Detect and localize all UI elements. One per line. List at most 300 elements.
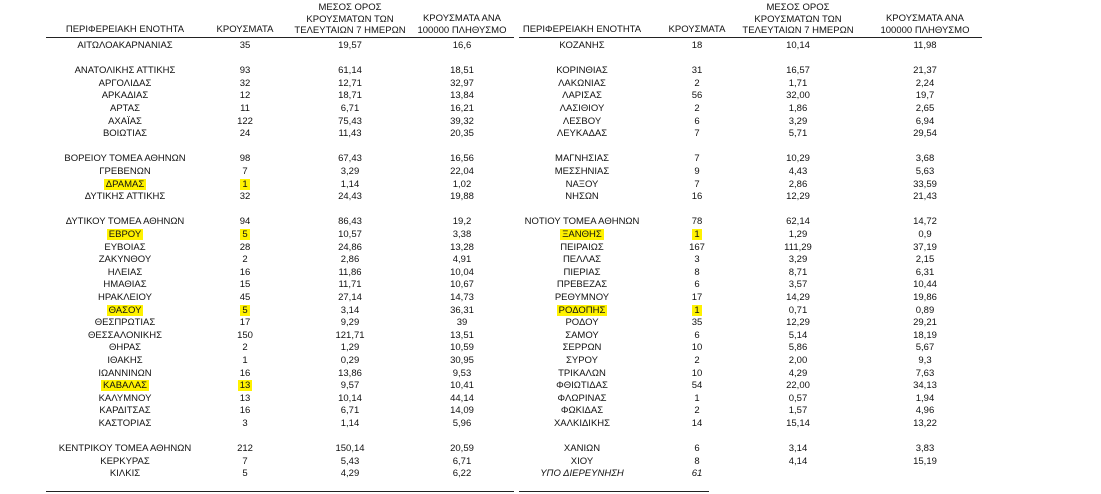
cell-per100k: [865, 179, 985, 190]
cell-cases: [662, 229, 732, 240]
cell-per100k: [865, 254, 985, 265]
cell-per100k-text: 19,7: [915, 90, 935, 102]
cell-name: [497, 153, 667, 164]
cell-avg: [733, 153, 863, 164]
cell-avg-text: 3,14: [788, 443, 808, 455]
cell-name-text: ΚΑΡΔΙΤΣΑΣ: [99, 405, 151, 417]
cell-avg-text: 3,29: [340, 166, 360, 177]
cell-per100k-text: 21,37: [913, 65, 937, 77]
cell-cases-text: 16: [239, 367, 251, 379]
cell-cases-text: 6: [694, 279, 700, 291]
cell-cases-text: 16: [239, 405, 251, 417]
cell-avg-text: 1,29: [340, 342, 360, 354]
table-row: [0, 355, 1101, 366]
cell-per100k-text: 20,35: [450, 128, 474, 140]
cell-cases-text: 31: [691, 65, 703, 77]
cell-name-text: ΚΕΝΤΡΙΚΟΥ ΤΟΜΕΑ ΑΘΗΝΩΝ: [58, 443, 192, 455]
cell-cases-text: 35: [239, 40, 251, 51]
cell-cases-text: 1: [242, 178, 248, 190]
cell-avg-text: 1,14: [340, 418, 360, 429]
cell-name: [497, 418, 667, 429]
cell-avg: [733, 393, 863, 404]
cell-avg: [733, 330, 863, 341]
cell-per100k-text: 22,04: [450, 166, 474, 177]
cell-per100k-text: 6,31: [915, 266, 935, 278]
cell-per100k-text: 0,89: [915, 304, 935, 316]
cell-avg: [733, 305, 863, 316]
cell-name-text: ΑΡΚΑΔΙΑΣ: [101, 90, 149, 102]
cell-cases-text: 1: [694, 392, 700, 404]
cell-avg-text: 3,29: [788, 115, 808, 127]
cell-name: [497, 368, 667, 379]
cell-name-text: ΖΑΚΥΝΘΟΥ: [98, 254, 152, 266]
cell-cases-text: 15: [239, 279, 251, 291]
cell-avg-text: 15,14: [786, 418, 810, 429]
cell-avg: [733, 229, 863, 240]
cell-name-text: ΣΑΜΟΥ: [565, 329, 599, 341]
cell-per100k: [865, 292, 985, 303]
cell-name-text: ΘΕΣΠΡΩΤΙΑΣ: [94, 317, 156, 329]
cell-per100k: [865, 368, 985, 379]
cell-cases-text: 2: [694, 77, 700, 89]
cell-cases-text: 98: [239, 153, 251, 165]
cell-avg-text: 12,29: [786, 317, 810, 329]
header-avg-line2: ΚΡΟΥΣΜΑΤΩΝ ΤΩΝ: [754, 13, 842, 25]
cell-name: [497, 342, 667, 353]
cell-avg-text: 121,71: [335, 329, 365, 341]
cell-avg-text: 24,43: [338, 191, 362, 203]
cell-per100k-text: 21,43: [913, 191, 937, 203]
cell-per100k-text: 10,59: [450, 342, 474, 354]
cell-per100k-text: 5,63: [915, 166, 935, 177]
header-underline-right: [519, 37, 982, 38]
cell-avg-text: 12,71: [338, 77, 362, 89]
cell-cases-text: 10: [691, 342, 703, 354]
cell-per100k-text: 34,13: [913, 380, 937, 392]
cell-name-text: ΠΕΙΡΑΙΩΣ: [560, 241, 604, 253]
cell-avg-text: 6,71: [340, 103, 360, 114]
cell-name-text: ΝΑΞΟΥ: [565, 178, 599, 190]
cell-cases: [662, 242, 732, 253]
table-row: [0, 153, 1101, 164]
footer-line-right: [519, 491, 709, 492]
cell-avg-text: 1,71: [788, 77, 808, 89]
cell-name-text: ΚΑΣΤΟΡΙΑΣ: [98, 418, 152, 429]
cell-avg: [733, 78, 863, 89]
cell-cases-text: 2: [242, 254, 248, 266]
cell-cases: [662, 116, 732, 127]
table-row: [0, 65, 1101, 76]
cell-name-text: ΛΑΣΙΘΙΟΥ: [559, 103, 605, 114]
cell-cases: [662, 78, 732, 89]
cell-cases-text: 8: [694, 266, 700, 278]
cell-per100k-text: 18,51: [450, 65, 474, 77]
cell-cases: [662, 40, 732, 51]
header-per100k-line1: ΚΡΟΥΣΜΑΤΑ ΑΝΑ: [422, 13, 502, 24]
header-region-right: ΠΕΡΙΦΕΡΕΙΑΚΗ ΕΝΟΤΗΤΑ: [522, 24, 642, 35]
cell-avg-text: 0,29: [340, 355, 360, 366]
cell-cases: [662, 65, 732, 76]
cell-per100k-text: 6,22: [452, 468, 472, 480]
cell-name: [497, 216, 667, 227]
cell-per100k-text: 4,96: [915, 405, 935, 417]
cell-cases-text: 1: [694, 229, 700, 240]
cell-name-text: ΜΑΓΝΗΣΙΑΣ: [555, 153, 609, 165]
cell-avg-text: 16,57: [786, 65, 810, 77]
table-row: [0, 368, 1101, 379]
cell-per100k: [865, 305, 985, 316]
cell-avg-text: 75,43: [338, 115, 362, 127]
cell-avg-text: 5,43: [340, 455, 360, 467]
header-per100k-line2: 100000 ΠΛΗΘΥΣΜΟ: [880, 24, 970, 36]
cell-avg-text: 150,14: [335, 443, 365, 455]
cell-name-text: ΝΟΤΙΟΥ ΤΟΜΕΑ ΑΘΗΝΩΝ: [524, 216, 640, 228]
cell-per100k-text: 16,6: [452, 40, 472, 51]
cell-name: [497, 191, 667, 202]
cell-avg-text: 0,57: [788, 392, 808, 404]
cell-avg-text: 9,57: [340, 380, 360, 392]
cell-avg: [733, 166, 863, 177]
cell-name-text: ΡΟΔΟΥ: [565, 317, 599, 329]
cell-cases-text: 2: [694, 405, 700, 417]
cell-avg: [733, 443, 863, 454]
cell-per100k-text: 29,21: [913, 317, 937, 329]
cell-avg-text: 61,14: [338, 65, 362, 77]
cell-cases: [662, 305, 732, 316]
cell-name-text: ΛΑΡΙΣΑΣ: [562, 90, 602, 102]
table-row: [0, 78, 1101, 89]
cell-avg-text: 9,29: [340, 317, 360, 329]
header-avg-line1: ΜΕΣΟΣ ΟΡΟΣ: [318, 2, 382, 13]
cell-name-text: ΓΡΕΒΕΝΩΝ: [99, 166, 151, 177]
cell-avg-text: 1,29: [788, 229, 808, 240]
cell-cases: [662, 468, 732, 479]
cell-cases: [662, 90, 732, 101]
cell-cases: [662, 393, 732, 404]
cell-name: [497, 40, 667, 51]
table-row: [0, 242, 1101, 253]
cell-per100k-text: 14,09: [450, 405, 474, 417]
cell-avg-text: 22,00: [786, 380, 810, 392]
cell-name-text: ΙΘΑΚΗΣ: [107, 355, 143, 366]
cell-cases-text: 18: [691, 40, 703, 51]
cell-cases-text: 2: [242, 342, 248, 354]
cell-cases: [662, 153, 732, 164]
header-avg-line3: ΤΕΛΕΥΤΑΙΩΝ 7 ΗΜΕΡΩΝ: [294, 25, 406, 36]
cell-avg-text: 111,29: [784, 241, 812, 253]
header-avg-right: [733, 2, 863, 37]
cell-name: [497, 90, 667, 101]
cell-per100k-text: 13,84: [450, 90, 474, 102]
cell-avg-text: 2,86: [340, 254, 360, 266]
table-row: [0, 443, 1101, 454]
cell-name: [497, 405, 667, 416]
cell-name: [497, 128, 667, 139]
table-row: [0, 166, 1101, 177]
cell-avg-text: 24,86: [338, 241, 362, 253]
cell-per100k-text: 13,51: [450, 329, 474, 341]
cell-avg: [733, 317, 863, 328]
cell-name-text: ΔΥΤΙΚΗΣ ΑΤΤΙΚΗΣ: [84, 191, 166, 203]
cell-avg: [733, 342, 863, 353]
cell-name: [497, 380, 667, 391]
cell-avg-text: 11,86: [338, 266, 362, 278]
cell-name-text: ΧΙΟΥ: [570, 455, 594, 467]
cell-avg-text: 10,14: [786, 40, 810, 51]
header-per100k-right: [865, 13, 985, 36]
cell-cases: [662, 166, 732, 177]
cell-name-text: ΧΑΛΚΙΔΙΚΗΣ: [553, 418, 611, 429]
cell-avg-text: 6,71: [340, 405, 360, 417]
cell-name: [497, 292, 667, 303]
cell-cases: [662, 279, 732, 290]
table-row: [0, 418, 1101, 429]
cell-per100k-text: 39: [456, 317, 468, 329]
cell-avg-text: 5,71: [788, 128, 808, 140]
cell-avg-text: 10,57: [338, 229, 362, 240]
cell-name: [497, 393, 667, 404]
cell-cases-text: 24: [239, 128, 251, 140]
cell-cases-text: 7: [694, 128, 700, 140]
cell-per100k: [865, 153, 985, 164]
cell-per100k-text: 32,97: [450, 77, 474, 89]
table-row: [0, 90, 1101, 101]
cell-per100k-text: 3,68: [915, 153, 935, 165]
cell-per100k-text: 19,86: [913, 292, 937, 303]
cell-per100k-text: 33,59: [913, 178, 937, 190]
cell-per100k-text: 13,28: [450, 241, 474, 253]
table-row: [0, 229, 1101, 240]
cell-per100k-text: 1,02: [452, 178, 472, 190]
table-row: [0, 292, 1101, 303]
cell-name-text: ΣΥΡΟΥ: [566, 355, 598, 366]
cell-cases-text: 35: [691, 317, 703, 329]
cell-name: [497, 78, 667, 89]
cell-name-text: ΕΒΡΟΥ: [108, 229, 142, 240]
table-row: [0, 330, 1101, 341]
cell-per100k: [865, 456, 985, 467]
cell-cases-text: 9: [694, 166, 700, 177]
cell-cases-text: 7: [694, 178, 700, 190]
cell-cases: [662, 292, 732, 303]
cell-cases: [662, 342, 732, 353]
cell-avg: [733, 90, 863, 101]
cell-avg: [733, 279, 863, 290]
header-region-left: ΠΕΡΙΦΕΡΕΙΑΚΗ ΕΝΟΤΗΤΑ: [65, 24, 185, 35]
cell-per100k: [865, 216, 985, 227]
cell-name-text: ΝΗΣΩΝ: [565, 191, 599, 203]
cell-name-text: ΞΑΝΘΗΣ: [562, 229, 602, 240]
cell-cases: [662, 254, 732, 265]
cell-name: [497, 317, 667, 328]
cell-avg-text: 1,86: [788, 103, 808, 114]
cell-cases: [662, 103, 732, 114]
cell-avg-text: 27,14: [338, 292, 362, 303]
cell-per100k-text: 18,19: [913, 329, 937, 341]
cell-cases-text: 6: [694, 115, 700, 127]
cell-avg-text: 4,29: [340, 468, 360, 480]
cell-per100k-text: 10,67: [450, 279, 474, 291]
cell-avg-text: 11,71: [338, 279, 362, 291]
header-avg-left: [285, 2, 415, 37]
cell-avg-text: 4,29: [788, 367, 808, 379]
cell-per100k-text: 16,56: [450, 153, 474, 165]
cell-cases: [662, 128, 732, 139]
cell-avg-text: 1,57: [788, 405, 808, 417]
table-row: [0, 103, 1101, 114]
cell-cases-text: 150: [237, 329, 253, 341]
cell-avg: [733, 418, 863, 429]
cell-name-text: ΚΟΖΑΝΗΣ: [559, 40, 605, 51]
cell-name: [497, 443, 667, 454]
cell-avg-text: 10,29: [786, 153, 810, 165]
cell-cases-text: 78: [691, 216, 703, 228]
table-row: [0, 342, 1101, 353]
cell-name-text: ΚΕΡΚΥΡΑΣ: [100, 455, 150, 467]
cell-name: [497, 179, 667, 190]
table-row: [0, 456, 1101, 467]
cell-name-text: ΒΟΙΩΤΙΑΣ: [102, 128, 148, 140]
cell-per100k: [865, 242, 985, 253]
cell-cases-text: 2: [694, 355, 700, 366]
cell-avg: [733, 242, 863, 253]
cell-cases: [662, 179, 732, 190]
footer-line-left: [46, 491, 514, 492]
cell-avg: [733, 191, 863, 202]
header-underline-left: [46, 37, 514, 38]
cell-avg-text: 0,71: [788, 304, 808, 316]
cell-avg: [733, 128, 863, 139]
cell-name-text: ΧΑΝΙΩΝ: [563, 443, 601, 455]
cell-avg: [733, 116, 863, 127]
cell-per100k: [865, 65, 985, 76]
cell-cases: [662, 355, 732, 366]
cell-cases: [662, 405, 732, 416]
cell-per100k: [865, 330, 985, 341]
cell-cases-text: 14: [691, 418, 703, 429]
cell-cases: [662, 380, 732, 391]
cell-name: [497, 254, 667, 265]
cell-cases-text: 32: [239, 191, 251, 203]
cell-per100k-text: 16,21: [450, 103, 474, 114]
cell-cases-text: 54: [691, 380, 703, 392]
cell-avg-text: 32,00: [786, 90, 810, 102]
cell-per100k-text: 15,19: [913, 455, 937, 467]
cell-name-text: ΘΑΣΟΥ: [108, 304, 142, 316]
cell-cases-text: 1: [242, 355, 248, 366]
cell-avg: [733, 405, 863, 416]
table-row: [0, 40, 1101, 51]
cell-cases-text: 2: [694, 103, 700, 114]
cell-name-text: ΛΕΥΚΑΔΑΣ: [556, 128, 608, 140]
cell-cases-text: 11: [240, 103, 250, 114]
cell-cases-text: 122: [237, 115, 253, 127]
cell-per100k: [865, 355, 985, 366]
cell-avg: [733, 456, 863, 467]
cell-per100k: [865, 166, 985, 177]
cell-name-text: ΒΟΡΕΙΟΥ ΤΟΜΕΑ ΑΘΗΝΩΝ: [64, 153, 186, 165]
cell-per100k: [865, 78, 985, 89]
cell-name-text: ΔΡΑΜΑΣ: [105, 178, 145, 190]
cell-cases: [662, 368, 732, 379]
cell-cases-text: 94: [239, 216, 251, 228]
cell-name-text: ΜΕΣΣΗΝΙΑΣ: [554, 166, 610, 177]
cell-name-text: ΡΟΔΟΠΗΣ: [558, 304, 606, 316]
table-row: [0, 380, 1101, 391]
cell-per100k: [865, 191, 985, 202]
cell-per100k-text: 7,63: [915, 367, 935, 379]
cell-name-text: ΦΛΩΡΙΝΑΣ: [557, 392, 607, 404]
cell-name-text: ΚΑΛΥΜΝΟΥ: [98, 392, 152, 404]
cell-cases-text: 13: [239, 392, 251, 404]
cell-per100k-text: 5,96: [452, 418, 472, 429]
cell-avg-text: 4,43: [788, 166, 808, 177]
cell-name-text: ΛΑΚΩΝΙΑΣ: [558, 77, 606, 89]
cell-avg-text: 3,57: [788, 279, 808, 291]
cell-per100k: [865, 128, 985, 139]
header-per100k-line1: ΚΡΟΥΣΜΑΤΑ ΑΝΑ: [885, 13, 965, 24]
cell-avg-text: 19,57: [338, 40, 362, 51]
cell-per100k-text: 4,91: [452, 254, 472, 266]
cell-avg: [733, 355, 863, 366]
cell-avg: [733, 254, 863, 265]
cell-name: [497, 116, 667, 127]
table-row: [0, 116, 1101, 127]
header-avg-line2: ΚΡΟΥΣΜΑΤΩΝ ΤΩΝ: [306, 13, 394, 25]
cell-name-text: ΑΝΑΤΟΛΙΚΗΣ ΑΤΤΙΚΗΣ: [74, 65, 176, 77]
cell-per100k-text: 9,53: [452, 367, 472, 379]
cell-per100k-text: 2,65: [915, 103, 935, 114]
cell-cases-text: 45: [239, 292, 251, 303]
header-avg-line3: ΤΕΛΕΥΤΑΙΩΝ 7 ΗΜΕΡΩΝ: [742, 25, 854, 36]
cell-cases-text: 6: [694, 443, 700, 455]
header-avg-line1: ΜΕΣΟΣ ΟΡΟΣ: [766, 2, 830, 13]
cell-per100k-text: 3,38: [452, 229, 472, 240]
cell-cases-text: 8: [694, 455, 700, 467]
cell-avg-text: 5,86: [788, 342, 808, 354]
table-row: [0, 393, 1101, 404]
cell-avg-text: 62,14: [786, 216, 810, 228]
cell-per100k: [865, 229, 985, 240]
cell-name: [497, 65, 667, 76]
cell-avg-text: 4,14: [788, 455, 808, 467]
cell-name: [497, 355, 667, 366]
cell-cases: [662, 330, 732, 341]
table-row: [0, 191, 1101, 202]
cell-name-text: ΙΩΑΝΝΙΝΩΝ: [98, 367, 152, 379]
cell-cases-text: 61: [691, 468, 703, 480]
cell-avg-text: 2,00: [788, 355, 808, 366]
table-row: [0, 317, 1101, 328]
cell-per100k-text: 14,73: [450, 292, 474, 303]
cell-name-text: ΤΡΙΚΑΛΩΝ: [558, 367, 606, 379]
cell-name: [497, 305, 667, 316]
cell-avg-text: 3,14: [340, 304, 360, 316]
cell-per100k-text: 9,3: [918, 355, 932, 366]
cell-avg-text: 86,43: [338, 216, 362, 228]
cell-name-text: ΔΥΤΙΚΟΥ ΤΟΜΕΑ ΑΘΗΝΩΝ: [65, 216, 185, 228]
cell-per100k-text: 39,32: [450, 115, 474, 127]
cell-name-text: ΦΩΚΙΔΑΣ: [560, 405, 604, 417]
cell-per100k-text: 36,31: [450, 304, 474, 316]
cell-cases-text: 28: [239, 241, 251, 253]
cell-avg-text: 11,43: [338, 128, 362, 140]
cell-per100k-text: 13,22: [913, 418, 937, 429]
cell-name: [497, 166, 667, 177]
cell-name-text: ΡΕΘΥΜΝΟΥ: [554, 292, 610, 303]
cell-cases: [662, 191, 732, 202]
cell-name-text: ΗΜΑΘΙΑΣ: [103, 279, 147, 291]
